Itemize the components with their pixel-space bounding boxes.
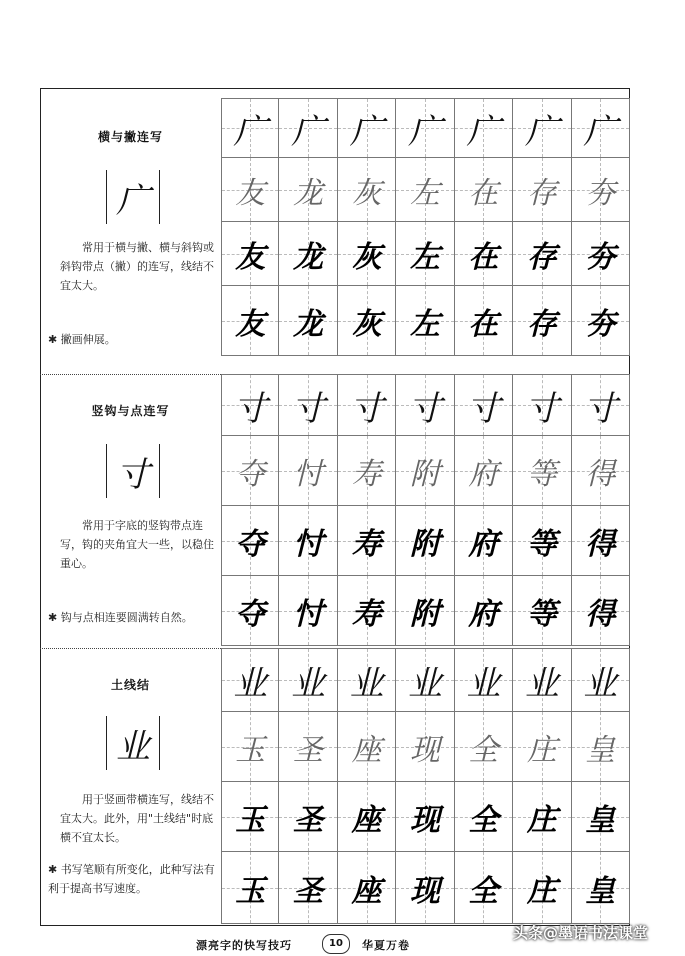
- practice-character: 业: [291, 663, 326, 704]
- practice-character: 广: [466, 111, 501, 152]
- practice-cell: [396, 782, 454, 852]
- practice-cell: [572, 158, 630, 222]
- practice-character: 全: [468, 802, 499, 838]
- section-title: 竖钩与点连写: [91, 404, 170, 418]
- practice-cell: [338, 648, 396, 712]
- practice-cell: [279, 712, 337, 782]
- practice-character: 左: [409, 175, 440, 211]
- practice-character: 广: [524, 111, 559, 152]
- practice-cell: [279, 782, 337, 852]
- section-title: 横与撇连写: [97, 130, 163, 144]
- practice-cell: [513, 712, 571, 782]
- practice-character: 存: [526, 306, 557, 342]
- practice-character: 府: [468, 456, 499, 492]
- practice-cell: [338, 98, 396, 158]
- watermark: 头条@墨语书法课堂: [513, 924, 649, 942]
- practice-cell: [221, 576, 279, 646]
- sample-character-box: [106, 444, 160, 498]
- practice-cell: [513, 222, 571, 286]
- practice-character: 寸: [583, 388, 618, 429]
- practice-character: 座: [351, 873, 382, 909]
- practice-character: 玉: [235, 873, 266, 909]
- practice-character: 座: [351, 732, 382, 768]
- book-title: 漂亮字的快写技巧: [196, 939, 292, 952]
- practice-character: 夺: [235, 596, 266, 632]
- practice-cell: [221, 158, 279, 222]
- practice-cell: [513, 648, 571, 712]
- practice-cell: [279, 98, 337, 158]
- practice-character: 友: [235, 239, 266, 275]
- practice-cell: [572, 374, 630, 436]
- practice-character: 广: [407, 111, 442, 152]
- practice-character: 等: [526, 596, 557, 632]
- practice-cell: [513, 506, 571, 576]
- practice-character: 灰: [351, 175, 382, 211]
- practice-character: 附: [409, 456, 440, 492]
- practice-cell: [338, 506, 396, 576]
- practice-grid: [221, 374, 630, 646]
- practice-cell: [338, 158, 396, 222]
- practice-cell: [455, 648, 513, 712]
- practice-character: 圣: [293, 873, 324, 909]
- practice-character: 业: [407, 663, 442, 704]
- practice-character: 寿: [351, 526, 382, 562]
- practice-cell: [396, 436, 454, 506]
- practice-character: 业: [524, 663, 559, 704]
- practice-character: 在: [468, 239, 499, 275]
- practice-character: 圣: [293, 732, 324, 768]
- practice-cell: [455, 576, 513, 646]
- practice-character: 座: [351, 802, 382, 838]
- practice-cell: [572, 222, 630, 286]
- practice-cell: [221, 222, 279, 286]
- practice-character: 全: [468, 732, 499, 768]
- page-number: 10: [322, 934, 350, 954]
- practice-character: 寿: [351, 456, 382, 492]
- practice-character: 圣: [293, 802, 324, 838]
- practice-grid: [221, 98, 630, 356]
- practice-cell: [396, 98, 454, 158]
- practice-character: 玉: [235, 802, 266, 838]
- section-title: 土线结: [110, 678, 150, 692]
- practice-cell: [279, 648, 337, 712]
- practice-cell: [572, 286, 630, 356]
- practice-cell: [396, 576, 454, 646]
- practice-cell: [455, 286, 513, 356]
- practice-cell: [513, 98, 571, 158]
- practice-character: 夯: [585, 306, 616, 342]
- practice-character: 忖: [293, 526, 324, 562]
- practice-character: 广: [583, 111, 618, 152]
- practice-cell: [513, 852, 571, 924]
- section-description: 用于竖画带横连写，线结不宜太大。此外，用"土线结"时底横不宜太长。: [60, 793, 214, 844]
- practice-cell: [396, 286, 454, 356]
- practice-cell: [396, 374, 454, 436]
- practice-cell: [338, 576, 396, 646]
- practice-character: 皇: [585, 873, 616, 909]
- practice-character: 寿: [351, 596, 382, 632]
- practice-cell: [221, 286, 279, 356]
- practice-character: 广: [233, 111, 268, 152]
- practice-cell: [279, 158, 337, 222]
- practice-grid: [221, 648, 630, 924]
- practice-character: 龙: [293, 239, 324, 275]
- practice-cell: [455, 158, 513, 222]
- practice-character: 全: [468, 873, 499, 909]
- practice-character: 现: [409, 873, 440, 909]
- practice-character: 寸: [407, 388, 442, 429]
- practice-cell: [572, 506, 630, 576]
- practice-cell: [338, 712, 396, 782]
- practice-character: 在: [468, 175, 499, 211]
- practice-cell: [455, 436, 513, 506]
- practice-cell: [513, 782, 571, 852]
- publisher: 华夏万卷: [362, 939, 410, 952]
- practice-character: 在: [468, 306, 499, 342]
- practice-cell: [396, 852, 454, 924]
- practice-character: 夯: [585, 239, 616, 275]
- practice-character: 存: [526, 175, 557, 211]
- practice-cell: [338, 852, 396, 924]
- practice-character: 龙: [293, 306, 324, 342]
- practice-character: 皇: [585, 732, 616, 768]
- section-note: ✱ 书写笔顺有所变化，此种写法有利于提高书写速度。: [48, 863, 215, 895]
- practice-character: 友: [235, 175, 266, 211]
- practice-cell: [279, 852, 337, 924]
- practice-character: 业: [466, 663, 501, 704]
- practice-character: 忖: [293, 596, 324, 632]
- practice-character: 广: [291, 111, 326, 152]
- left-column: [40, 88, 221, 926]
- practice-character: 忖: [293, 456, 324, 492]
- sample-character: 广: [116, 180, 150, 221]
- practice-cell: [572, 648, 630, 712]
- practice-character: 友: [235, 306, 266, 342]
- practice-character: 等: [526, 526, 557, 562]
- practice-cell: [221, 374, 279, 436]
- practice-character: 左: [409, 306, 440, 342]
- practice-character: 现: [409, 732, 440, 768]
- practice-character: 灰: [351, 306, 382, 342]
- practice-character: 府: [468, 526, 499, 562]
- practice-character: 等: [526, 456, 557, 492]
- sample-character-box: [106, 170, 160, 224]
- practice-cell: [396, 222, 454, 286]
- practice-cell: [572, 712, 630, 782]
- practice-character: 庄: [526, 732, 557, 768]
- practice-character: 龙: [293, 175, 324, 211]
- practice-cell: [572, 576, 630, 646]
- section-description: 常用于字底的竖钩带点连写，钩的夹角宜大一些，以稳住重心。: [60, 519, 214, 570]
- sample-character-box: [106, 716, 160, 770]
- sample-character: 业: [116, 726, 150, 767]
- practice-character: 广: [349, 111, 384, 152]
- practice-character: 业: [233, 663, 268, 704]
- practice-character: 得: [585, 456, 616, 492]
- practice-cell: [279, 576, 337, 646]
- practice-cell: [338, 222, 396, 286]
- sample-character: 寸: [116, 454, 150, 495]
- practice-character: 皇: [585, 802, 616, 838]
- practice-character: 玉: [235, 732, 266, 768]
- practice-cell: [572, 852, 630, 924]
- practice-character: 寸: [466, 388, 501, 429]
- section-description: 常用于横与撇、横与斜钩或斜钩带点（撇）的连写，线结不宜太大。: [60, 241, 214, 292]
- practice-cell: [396, 712, 454, 782]
- practice-cell: [221, 436, 279, 506]
- practice-cell: [279, 436, 337, 506]
- practice-cell: [221, 506, 279, 576]
- practice-character: 得: [585, 526, 616, 562]
- practice-character: 左: [409, 239, 440, 275]
- practice-character: 寸: [291, 388, 326, 429]
- practice-cell: [455, 852, 513, 924]
- practice-character: 存: [526, 239, 557, 275]
- practice-character: 得: [585, 596, 616, 632]
- practice-cell: [513, 374, 571, 436]
- practice-cell: [338, 782, 396, 852]
- practice-character: 庄: [526, 802, 557, 838]
- practice-cell: [396, 158, 454, 222]
- practice-cell: [221, 782, 279, 852]
- practice-cell: [279, 286, 337, 356]
- practice-cell: [455, 98, 513, 158]
- practice-cell: [279, 506, 337, 576]
- practice-cell: [455, 222, 513, 286]
- practice-character: 夺: [235, 526, 266, 562]
- practice-cell: [513, 576, 571, 646]
- practice-character: 业: [583, 663, 618, 704]
- practice-cell: [455, 374, 513, 436]
- practice-cell: [221, 98, 279, 158]
- section-note: ✱ 钩与点相连要圆满转自然。: [48, 611, 193, 624]
- practice-character: 寸: [349, 388, 384, 429]
- practice-character: 夺: [235, 456, 266, 492]
- practice-character: 附: [409, 526, 440, 562]
- practice-cell: [279, 374, 337, 436]
- practice-character: 寸: [524, 388, 559, 429]
- practice-cell: [396, 506, 454, 576]
- practice-cell: [396, 648, 454, 712]
- practice-cell: [221, 852, 279, 924]
- practice-cell: [279, 222, 337, 286]
- section-note: ✱ 撇画伸展。: [48, 333, 116, 346]
- practice-cell: [572, 782, 630, 852]
- practice-cell: [513, 158, 571, 222]
- practice-cell: [455, 782, 513, 852]
- practice-character: 业: [349, 663, 384, 704]
- practice-cell: [338, 374, 396, 436]
- practice-cell: [338, 436, 396, 506]
- practice-character: 夯: [585, 175, 616, 211]
- practice-cell: [338, 286, 396, 356]
- practice-cell: [572, 98, 630, 158]
- practice-character: 附: [409, 596, 440, 632]
- practice-cell: [221, 648, 279, 712]
- practice-cell: [455, 712, 513, 782]
- practice-character: 庄: [526, 873, 557, 909]
- practice-character: 灰: [351, 239, 382, 275]
- practice-cell: [572, 436, 630, 506]
- practice-cell: [513, 436, 571, 506]
- practice-character: 现: [409, 802, 440, 838]
- practice-character: 府: [468, 596, 499, 632]
- practice-cell: [455, 506, 513, 576]
- practice-character: 寸: [233, 388, 268, 429]
- practice-cell: [513, 286, 571, 356]
- practice-cell: [221, 712, 279, 782]
